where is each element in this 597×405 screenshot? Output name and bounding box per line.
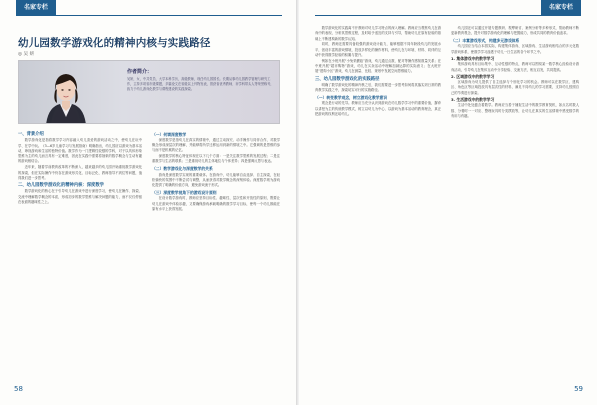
section-heading: （二）丰富游戏形式，构建多元游戏体系 bbox=[451, 38, 520, 44]
paragraph: 观念是行动的先导。教师应当充分认识到游戏在幼儿数学学习中的重要价值，摒弃以讲授为主的传统教学模式，树立以幼儿为中心、以游戏为基本活动的教育理念，真正把游戏的权利还给幼儿。 bbox=[315, 101, 441, 116]
paragraph: 游戏是深度数学实现的重要载体。在游戏中，幼儿能够自由选择、自主探索，在轻松愉快的氛围中不断尝试与调整，从而获得对数学概念的深刻体验。深度数学则为游戏化提供了明确的价值方向，避免游戏流于形式。 bbox=[152, 172, 280, 188]
right-column-1 bbox=[315, 26, 441, 118]
section-heading: 3. 生活游戏中的数学学习 bbox=[451, 97, 495, 103]
paragraph: 幼儿园还可以通过开展专题教研、观摩研讨、案例分析等多种形式，帮助教师不断更新教育观念，提升对数学游戏化的理解与把握能力，形成共同的教育价值追求。 bbox=[451, 26, 579, 36]
header-rule bbox=[16, 15, 282, 16]
article-author: ◎ 吴 妍 bbox=[18, 52, 35, 57]
section-heading: 三、幼儿园数学游戏化的实践路径 bbox=[315, 76, 380, 82]
paragraph: 同时，教师还需要具备较强的游戏设计能力，能够根据不同年龄段幼儿的发展水平，创设丰富的游戏情境，投放多样化的操作材料，使幼儿在与环境、材料、同伴的互动中获得数学经验的积累与提升。 bbox=[315, 42, 441, 57]
right-page bbox=[299, 0, 597, 405]
header-rule bbox=[315, 15, 581, 16]
paragraph: 在设计数学游戏时，教师应坚持目标性、趣味性、层次性和开放性的原则，既要让幼儿在游戏中体验乐趣，又要确保游戏承载明确的数学学习目标，使每一个幼儿都能在原有水平上获得发展。 bbox=[152, 196, 280, 211]
section-heading: 一、背景介绍 bbox=[18, 132, 44, 137]
column-tab: 名家专栏 bbox=[16, 0, 56, 15]
bio-heading: 作者简介： bbox=[127, 69, 153, 75]
page-number-right: 59 bbox=[574, 385, 583, 393]
paragraph: 深度数学的核心特征体现在以下几个方面：一是关注数学思维的发展过程；二是注重数学与生活的联系；三是重视幼儿的主体地位与个体差异；四是强调反思与表达。 bbox=[152, 154, 280, 164]
paragraph: 例如在小班开展“小兔采蘑菇”游戏，幼儿通过点数、配对等操作感知数量关系；在中班开展“超市购物”游戏，幼儿在买卖活动中理解加减运算的实际意义；在大班开展“建构小区”游戏，幼儿在测量、比较、规划中发展空间思维能力。 bbox=[315, 58, 441, 74]
bio-text: 吴妍，女，中共党员，大学本科学历，高级教师，现任幼儿园园长。长期从事幼儿园教学管理与研究工作，主持多项省市级课题，多篇论文在省级以上刊物发表，曾获省优秀教师、市学科带头人等荣誉称号，致力于幼儿游戏化教学与课程建设的实践探索。 bbox=[127, 77, 274, 91]
column-tab: 名家专栏 bbox=[541, 0, 581, 15]
paragraph: 数学游戏化的实践离不开教师对幼儿学习特点的深入理解。教师应当观察幼儿在游戏中的表现，分析其思维过程，及时给予适宜的支持与引导，帮助幼儿在原有经验的基础上不断建构新的数学认知。 bbox=[315, 26, 441, 41]
author-bio bbox=[127, 68, 275, 92]
section-heading: 1. 集体游戏中的数学学习 bbox=[451, 55, 495, 61]
left-column-1 bbox=[18, 130, 142, 206]
paragraph: 生活中处处蕴含着数学。教师应当善于捕捉生活中的数学教育契机，如点名时数人数、分餐时一一对应、整理玩具时分类摆放等，让幼儿在真实的生活情境中感受数学的有用与有趣。 bbox=[451, 103, 579, 118]
paragraph: 明确了数学游戏化的精神内核之后，我们需要进一步思考如何将其落实到日常的教育教学实践之中，探索切实可行的实施路径。 bbox=[315, 82, 441, 93]
paragraph: 幼儿园应当结合本园实际，构建集体游戏、区域游戏、生活游戏相结合的多元化数学游戏体系，使数学学习渗透于幼儿一日生活的各个环节之中。 bbox=[451, 44, 579, 54]
paragraph: 数学游戏化的核心在于引导幼儿在游戏中进行深度学习，使幼儿在操作、探索、交流中理解数学概念的本质，形成初步的数学思维与解决问题的能力，而不仅仅停留在表面的趣味性之上。 bbox=[18, 189, 142, 205]
paragraph: 近年来，随着学前教育改革的不断深入，越来越多的幼儿园开始重视数学游戏化的探索，但在实际操作中仍存在游戏形式化、目标泛化、教师指导不到位等问题，值得我们进一步思考。 bbox=[18, 165, 142, 180]
right-column-2 bbox=[451, 26, 579, 120]
section-heading: （一）转变教学观念，树立游戏化教学意识 bbox=[315, 95, 388, 101]
left-column-2 bbox=[152, 130, 280, 213]
section-heading: （三）深度数学视角下的游戏设计原则 bbox=[152, 189, 217, 195]
paragraph: 区域游戏为幼儿提供了自主选择与个别化学习的机会。教师可以在数学区、建构区、角色区等区域投放具有层次性的材料，满足不同幼儿的学习需要，支持幼儿按照自己的节奏进行探索。 bbox=[451, 80, 579, 95]
author-portrait bbox=[43, 65, 89, 124]
page-number-left: 58 bbox=[14, 385, 23, 393]
author-bio-banner bbox=[18, 60, 280, 124]
paragraph: 数学游戏化是指将数学学习内容融入幼儿喜爱的游戏活动之中，使幼儿在玩中学、在学中玩。《3—6岁儿童学习与发展指南》明确指出，幼儿园应以游戏为基本活动，珍视游戏和生活的独特价值。数学作为一门逻辑性较强的学科，对于以具体形象思维为主的幼儿而言具有一定难度，因此在实践中需要将抽象的数学概念与生动有趣的游戏相结合。 bbox=[18, 138, 142, 164]
section-heading: （二）数学游戏化与深度数学的关系 bbox=[152, 166, 213, 172]
article-title: 幼儿园数学游戏化的精神内核与实践路径 bbox=[18, 37, 211, 49]
section-heading: 二、幼儿园数学游戏化的精神内核：深度数学 bbox=[18, 183, 104, 189]
left-page bbox=[0, 0, 298, 405]
section-heading: 2. 区域游戏中的数学学习 bbox=[451, 73, 495, 79]
paragraph: 集体游戏具有目标集中、互动性强的特点，教师可以围绕某一数学核心经验设计游戏活动，引导幼儿在集体互动中分享经验、交流方法，相互启发，共同提高。 bbox=[451, 62, 579, 72]
paragraph: 深度数学是指幼儿在真实的情境中，通过主动探究、动手操作与同伴合作，对数学概念形成深层次的理解，并能够将所学迁移运用到新的情境之中。它强调的是思维的参与而不是机械的记忆。 bbox=[152, 137, 280, 153]
section-heading: （一）何谓深度数学 bbox=[152, 131, 187, 137]
